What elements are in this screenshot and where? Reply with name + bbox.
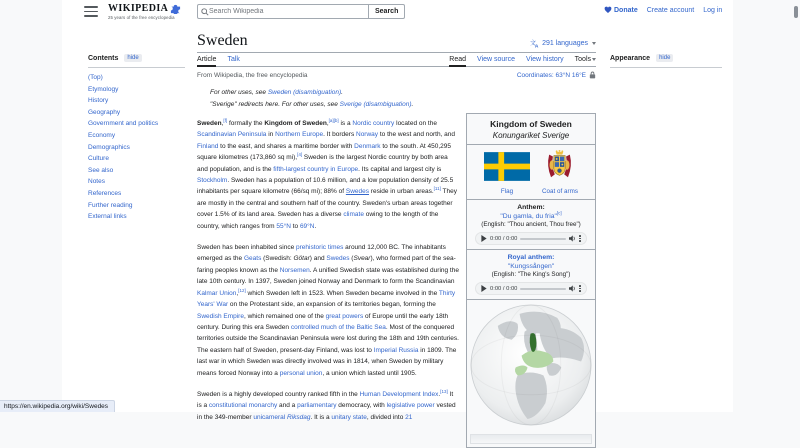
text-run: to the south. At 450,295 square kilometres (173,860 sq mi), [197, 142, 452, 162]
hatnote [210, 87, 596, 99]
text-run: democracy, with [336, 402, 387, 410]
tab-talk[interactable]: Talk [227, 56, 240, 63]
toc-item[interactable]: Etymology [88, 85, 119, 93]
article-body [197, 118, 459, 423]
coat-of-arms-image[interactable] [546, 149, 573, 181]
inline-link[interactable]: prehistoric times [296, 244, 344, 252]
inline-link[interactable]: parliamentary [297, 402, 337, 410]
text-run: . [438, 390, 441, 398]
inline-link[interactable]: personal union [279, 369, 323, 377]
inline-link[interactable]: Swedes [326, 255, 350, 263]
text-run: Götar [293, 255, 310, 263]
text-run: in [266, 131, 276, 139]
text-run: , divided into [366, 413, 406, 421]
text-run: . It is a [310, 413, 332, 421]
text-run: Sweden is a highly developed country ranked fifth in the [197, 390, 360, 398]
search-box [197, 4, 369, 19]
text-run: "Sverige" redirects here. For other uses, see [210, 101, 340, 108]
next-image-partial [470, 434, 592, 444]
inline-link[interactable]: Sweden (disambiguation) [267, 89, 342, 96]
text-run: . [411, 101, 414, 108]
inline-link[interactable]: unicameral [253, 413, 286, 421]
reference-sup[interactable]: [a][b] [328, 117, 339, 123]
text-run: , which remained one of the [243, 312, 326, 320]
inline-link[interactable]: Kalmar Union [197, 289, 237, 297]
inline-link[interactable]: Swedes [345, 188, 369, 196]
divider [467, 299, 595, 300]
wikipedia-logo[interactable] [108, 3, 188, 20]
text-run: , a union which lasted until 1905. [322, 369, 417, 377]
inline-link[interactable]: 21 [405, 413, 413, 421]
reference-sup[interactable]: [4] [297, 152, 303, 158]
inline-link[interactable]: Scandinavian Peninsula [197, 131, 267, 139]
toc-item[interactable]: See also [88, 166, 114, 174]
seek-slider[interactable] [520, 238, 566, 240]
toc-item[interactable]: Geography [88, 108, 121, 116]
inline-link[interactable]: Norsemen [279, 266, 310, 274]
inline-link[interactable]: Geats [243, 255, 262, 263]
inline-link[interactable]: great powers [325, 312, 364, 320]
inline-link[interactable]: legislative power [386, 402, 435, 410]
search-button[interactable]: Search [369, 4, 405, 19]
kebab-menu-icon[interactable] [579, 285, 581, 292]
play-icon[interactable] [481, 285, 487, 292]
divider [88, 67, 185, 68]
svg-text:文: 文 [530, 41, 537, 47]
text-run: to [290, 222, 300, 230]
text-run: of Europe until the early 18th century. During this era Sweden [197, 312, 449, 331]
tools-menu[interactable]: Tools [575, 56, 596, 66]
paragraph [197, 118, 459, 232]
anthem-label: Anthem: [517, 204, 545, 211]
scrollbar-thumb[interactable] [794, 6, 798, 18]
table-of-contents [88, 54, 188, 223]
reference-sup[interactable]: [13] [440, 388, 448, 394]
appearance-title: Appearance [610, 54, 651, 62]
text-run: Kingdom of Sweden [264, 120, 327, 127]
tab-article[interactable]: Article [197, 56, 216, 66]
text-run: and a [277, 402, 298, 410]
location-globe-image[interactable] [470, 304, 592, 426]
text-run: , [326, 120, 329, 127]
toc-item[interactable]: Economy [88, 131, 116, 139]
text-run: located on the [394, 120, 437, 127]
tab-view-history[interactable]: View history [526, 56, 564, 63]
lock-icon [589, 71, 596, 79]
kebab-menu-icon[interactable] [579, 235, 581, 242]
infobox-native-name: Konungariket Sverige [492, 131, 570, 140]
reference-sup[interactable]: [f] [223, 117, 228, 123]
text-run: reside in urban areas. [368, 188, 434, 196]
inline-link[interactable]: Northern Europe [275, 131, 324, 139]
text-run: ), who formed part of the sea-faring peoples known as the [197, 255, 456, 274]
inline-link[interactable]: fifth-largest country in Europe [273, 165, 359, 173]
toc-item[interactable]: Culture [88, 155, 109, 163]
tab-view-source[interactable]: View source [477, 56, 516, 63]
toc-item[interactable]: Further reading [88, 201, 133, 209]
browser-status-bar: https://en.wikipedia.org/wiki/Swedes [0, 400, 115, 412]
inline-link[interactable]: constitutional monarchy [208, 402, 278, 410]
toc-item[interactable]: References [88, 189, 122, 197]
inline-link[interactable]: Swedish Empire [197, 312, 244, 320]
toc-item[interactable]: Demographics [88, 143, 130, 151]
reference-sup[interactable]: [12] [238, 287, 246, 293]
flag-caption-link[interactable]: Flag [500, 188, 514, 195]
inline-link[interactable]: Nordic country [352, 120, 395, 127]
search-input[interactable] [209, 8, 349, 15]
create-account-link[interactable]: Create account [646, 6, 695, 14]
text-run: Svear [353, 255, 371, 263]
contents-title: Contents [88, 54, 119, 62]
text-run: . A unified Swedish state was established during the late 10th century. In 1397, Sweden joined Norway and Denmark to form the Scandinavian [197, 266, 459, 286]
text-run: It is a [197, 390, 454, 410]
inline-link[interactable]: Denmark [354, 142, 381, 150]
hamburger-menu-icon[interactable] [84, 6, 98, 17]
donate-link[interactable]: Donate [604, 6, 638, 14]
text-run: on the Protestant side, an expansion of its territories began, forming the [228, 301, 436, 309]
coordinates-link[interactable]: Coordinates: 63°N 16°E [517, 71, 596, 79]
volume-icon[interactable] [569, 235, 576, 242]
audio-time: 0:00 / 0:00 [490, 285, 518, 292]
language-icon [530, 39, 539, 48]
divider [467, 249, 595, 250]
inline-link[interactable]: climate [343, 211, 364, 219]
site-subtitle: From Wikipedia, the free encyclopedia [197, 71, 308, 79]
text-run: For other uses, see [210, 89, 268, 96]
play-icon[interactable] [481, 235, 487, 242]
paragraph [197, 389, 459, 423]
text-run: . [341, 89, 343, 96]
text-run: owing to the length of the country, which ranges from [197, 211, 439, 230]
paragraph [197, 242, 459, 379]
toc-item[interactable]: History [88, 97, 109, 105]
text-run: ) and [309, 255, 327, 263]
appearance-hide-button[interactable]: hide [656, 54, 673, 62]
text-run: formally the [227, 120, 265, 127]
text-run: vested in the 349-member [197, 402, 456, 421]
text-run: in 1809. The last war in which Sweden was directly involved was in 1814, when Sweden by military means forced Norway into a [197, 346, 457, 377]
divider [467, 199, 595, 200]
text-run: . It borders [323, 131, 356, 139]
text-run: Sweden [197, 120, 222, 127]
appearance-panel [610, 54, 726, 68]
inline-link[interactable]: Imperial Russia [373, 346, 419, 354]
chevron-down-icon [592, 42, 596, 45]
reference-sup[interactable]: [c] [556, 210, 562, 216]
text-run: to the west and north, and [378, 131, 456, 139]
search-icon [201, 8, 209, 16]
contents-hide-button[interactable]: hide [124, 54, 141, 62]
tab-read[interactable]: Read [449, 56, 466, 66]
text-run: . Most of the conquered territories outside the Scandinavian Peninsula were lost during the 18th and 19th centuries. The eastern half of Sweden, present-day Finland, was lost to [197, 323, 459, 354]
divider [467, 144, 595, 145]
royal-anthem-label-link[interactable]: Royal anthem: [507, 254, 555, 261]
inline-link[interactable]: Stockholm [197, 177, 228, 185]
toc-item[interactable]: External links [88, 213, 127, 221]
inline-link[interactable]: Human Development Index [359, 390, 439, 398]
text-run: is a [338, 120, 353, 127]
text-run: . Sweden has a population of 10.6 million, and a low population density of 25.5 inhabitants per square kilometre (66/sq mi); 88% of [197, 177, 454, 196]
text-run: . Its capital and largest city is [358, 165, 442, 173]
inline-link[interactable]: controlled much of the Baltic Sea [290, 323, 386, 331]
text-run: Sweden has been inhabited since [197, 244, 297, 252]
toc-item[interactable]: Notes [88, 178, 105, 186]
volume-icon[interactable] [569, 285, 576, 292]
sweden-flag-image[interactable] [484, 152, 530, 181]
inline-link[interactable]: 69°N [299, 222, 315, 230]
inline-link[interactable]: Sverige (disambiguation) [339, 101, 412, 108]
inline-link[interactable]: 55°N [276, 222, 291, 230]
infobox-title: Kingdom of Sweden [490, 119, 572, 129]
inline-link[interactable]: Thirty Years' War [197, 289, 456, 309]
text-run: to the east, and shares a maritime border with [218, 142, 355, 150]
logo-tagline: 25 years of the free encyclopedia [108, 15, 175, 20]
anthem-english-gloss: (English: "Thou ancient, Thou free") [481, 221, 581, 228]
hatnotes [197, 87, 596, 111]
coat-of-arms-caption-link[interactable]: Coat of arms [541, 188, 579, 195]
seek-slider[interactable] [520, 288, 566, 290]
text-run: ( [349, 255, 354, 263]
text-run: , [236, 289, 239, 297]
languages-button[interactable]: 文 A 291 languages [530, 39, 596, 49]
toc-list [88, 72, 188, 223]
audio-player[interactable] [475, 282, 587, 295]
inline-link[interactable]: Norway [356, 131, 379, 139]
audio-time: 0:00 / 0:00 [490, 235, 518, 242]
anthem-title-link[interactable]: "Du gamla, du fria"[c] [500, 210, 562, 220]
login-link[interactable]: Log in [703, 6, 723, 14]
divider [610, 67, 722, 68]
logo-wordmark: WIKIPEDIA [108, 3, 169, 14]
toc-item[interactable]: (Top) [88, 74, 103, 81]
puzzle-globe-icon [170, 3, 181, 14]
royal-anthem-title-link[interactable]: "Kungssången" [507, 262, 555, 270]
text-run: Sweden is the largest Nordic country by both area and population, and is the [197, 154, 448, 173]
svg-text:A: A [534, 44, 539, 48]
audio-player[interactable] [475, 232, 587, 245]
text-run: around 12,000 BC. The inhabitants emerged as the [197, 244, 446, 263]
hatnote [210, 99, 596, 111]
heart-icon [604, 6, 612, 14]
reference-sup[interactable]: [11] [433, 186, 441, 192]
text-run: They are mostly in the central and southern half of the country. Sweden's urban areas together cover 1.5% of its land area. Sweden has a diverse [197, 188, 457, 219]
royal-anthem-english-gloss: (English: "The King's Song") [491, 271, 571, 278]
inline-link[interactable]: unitary state [331, 413, 367, 421]
inline-link[interactable]: Finland [197, 142, 219, 150]
inline-link[interactable]: Riksdag [286, 413, 311, 421]
text-run: (Swedish: [261, 255, 294, 263]
country-infobox [466, 113, 596, 448]
text-run: which Sweden left in 1523. When Sweden became involved in the [245, 289, 439, 297]
page-title: Sweden [197, 32, 248, 49]
text-run: . [314, 222, 317, 230]
toc-item[interactable]: Government and politics [88, 120, 159, 128]
text-run: , [221, 120, 224, 127]
chevron-down-icon [592, 58, 596, 61]
